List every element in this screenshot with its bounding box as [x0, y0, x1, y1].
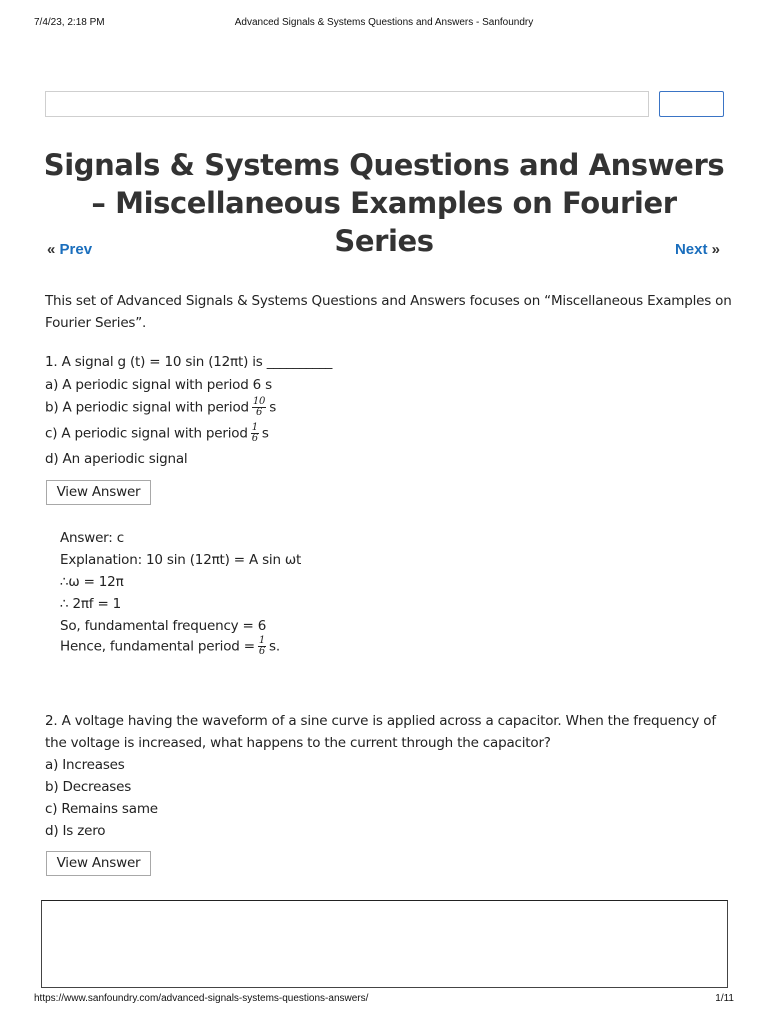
fraction-denominator: 6: [258, 646, 266, 657]
q1-option-b: [45, 397, 276, 418]
ad-placeholder-box: [41, 900, 728, 988]
q1-view-answer-button[interactable]: View Answer: [46, 480, 151, 505]
prev-label: Prev: [59, 241, 93, 258]
q1-option-b-unit: s: [269, 399, 277, 416]
search-button[interactable]: [659, 91, 724, 117]
q1-explanation-line-1: ∴ω = 12π: [60, 574, 124, 590]
next-label: Next: [674, 241, 708, 258]
print-page-number: 1/11: [715, 993, 734, 1004]
q1-option-a: a) A periodic signal with period 6 s: [45, 377, 272, 393]
q2-option-c: c) Remains same: [45, 801, 158, 817]
q1-option-b-text: b) A periodic signal with period: [45, 399, 249, 416]
fraction-denominator: 6: [251, 433, 258, 444]
prev-arrow-icon: «: [47, 241, 56, 258]
q1-period-fraction: [258, 636, 266, 657]
q2-question: 2. A voltage having the waveform of a sine curve is applied across a capacitor. When the frequency of the voltage is increased, what happens to the current through the capacitor?: [45, 713, 716, 751]
print-footer-url: https://www.sanfoundry.com/advanced-signals-systems-questions-answers/: [34, 993, 369, 1004]
q2-option-d: d) Is zero: [45, 823, 106, 839]
search-input[interactable]: [45, 91, 649, 117]
fraction-numerator: 10: [252, 396, 266, 407]
next-link[interactable]: [675, 241, 720, 258]
fraction-numerator: 1: [258, 635, 266, 646]
prev-link[interactable]: [47, 241, 92, 258]
fraction-denominator: 6: [255, 407, 263, 418]
q1-period-text: Hence, fundamental period =: [60, 638, 255, 655]
q1-option-d: d) An aperiodic signal: [45, 451, 188, 467]
q1-option-c-fraction: [251, 423, 259, 444]
next-arrow-icon: »: [711, 241, 720, 258]
q1-period-unit: s.: [269, 638, 280, 655]
q1-explanation-line-4: [60, 636, 280, 657]
q1-option-c-unit: s: [261, 425, 269, 442]
fraction-numerator: 1: [251, 422, 258, 433]
q1-question: 1. A signal g (t) = 10 sin (12πt) is __________: [45, 354, 333, 370]
print-page-title: Advanced Signals & Systems Questions and Answers - Sanfoundry: [234, 17, 534, 28]
page-title: Signals & Systems Questions and Answers – Miscellaneous Examples on Fourier Series: [43, 148, 725, 258]
q2-view-answer-button[interactable]: View Answer: [46, 851, 151, 876]
q1-explanation: Explanation: 10 sin (12πt) = A sin ωt: [60, 552, 302, 568]
q1-explanation-line-3: So, fundamental frequency = 6: [60, 618, 267, 634]
q1-option-b-fraction: [252, 397, 266, 418]
q1-option-c-text: c) A periodic signal with period: [45, 425, 248, 442]
q2-option-a: a) Increases: [45, 757, 125, 773]
q1-option-c: [45, 423, 269, 444]
print-header: [0, 17, 768, 31]
q2-option-b: b) Decreases: [45, 779, 132, 795]
intro-paragraph: This set of Advanced Signals & Systems Questions and Answers focuses on “Miscellaneous Examples on Fourier Series”.: [45, 293, 732, 331]
q1-answer: Answer: c: [60, 530, 124, 546]
print-datetime: 7/4/23, 2:18 PM: [34, 17, 105, 28]
q1-explanation-line-2: ∴ 2πf = 1: [60, 596, 122, 612]
